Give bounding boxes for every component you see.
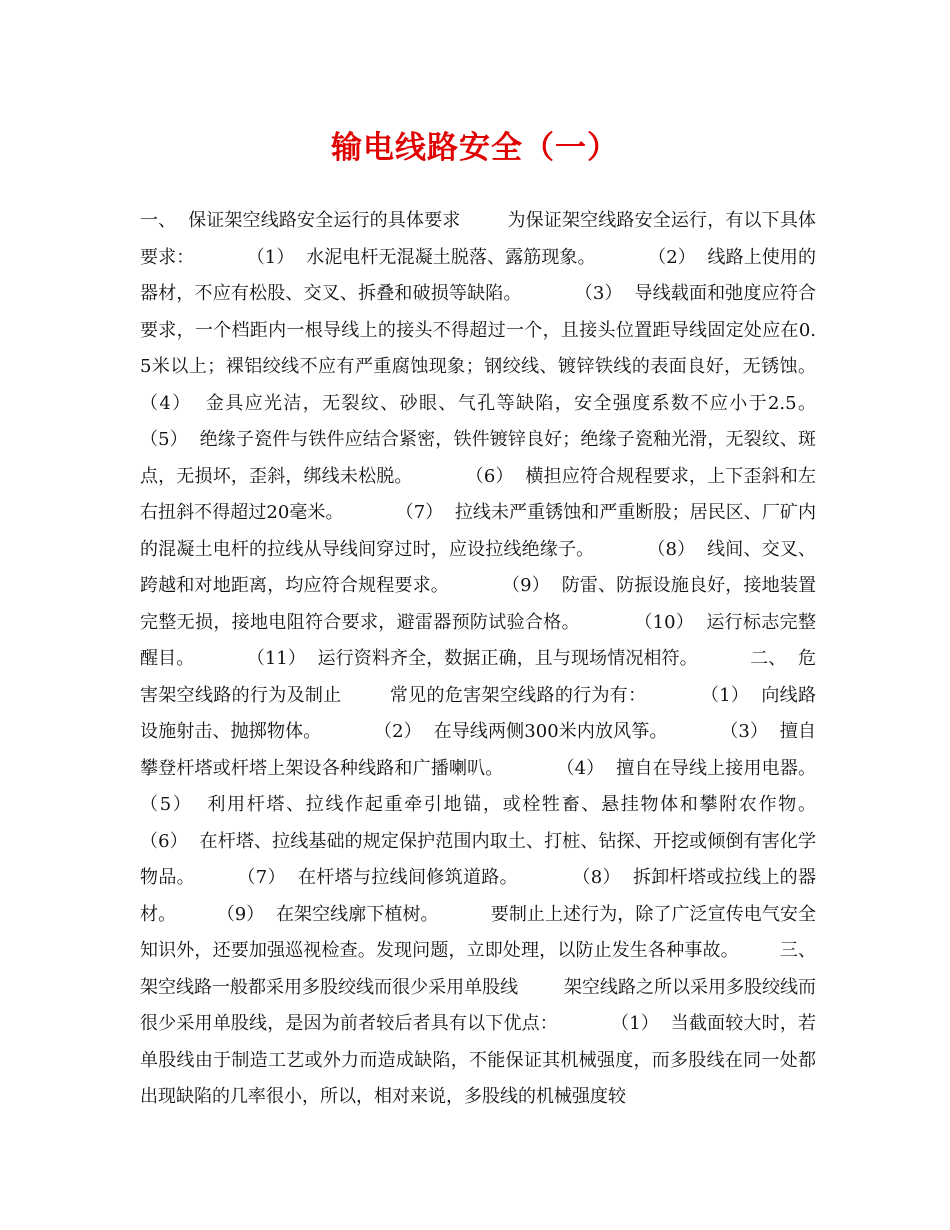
document-title: 输电线路安全（一） <box>331 130 619 166</box>
document-body: 一、 保证架空线路安全运行的具体要求 为保证架空线路安全运行，有以下具体要求： （1） 水泥电杆无混凝土脱落、露筋现象。 （2） 线路上使用的器材，不应有松股、交叉、拆叠和破损等缺陷。 （3） 导线载面和弛度应符合要求，一个档距内一根导线上的接头不得超过一个，且接头位置距导线固定处应在0.5米以上；裸铝绞线不应有严重腐蚀现象；钢绞线、镀锌铁线的表面良好，无锈蚀。 （4） 金具应光洁，无裂纹、砂眼、气孔等缺陷，安全强度系数不应小于2.5。 （5） 绝缘子瓷件与铁件应结合紧密，铁件镀锌良好；绝缘子瓷釉光滑，无裂纹、斑点，无损坏，歪斜，绑线未松脱。 （6） 横担应符合规程要求，上下歪斜和左右扭斜不得超过20毫米。 （7） 拉线未严重锈蚀和严重断股；居民区、厂矿内的混凝土电杆的拉线从导线间穿过时，应设拉线绝缘子。 （8） 线间、交叉、跨越和对地距离，均应符合规程要求。 （9） 防雷、防振设施良好，接地装置完整无损，接地电阻符合要求，避雷器预防试验合格。 （10） 运行标志完整醒目。 （11） 运行资料齐全，数据正确，且与现场情况相符。 二、 危害架空线路的行为及制止 常见的危害架空线路的行为有： （1） 向线路设施射击、抛掷物体。 （2） 在导线两侧300米内放风筝。 （3） 擅自攀登杆塔或杆塔上架设各种线路和广播喇叭。 （4） 擅自在导线上接用电器。 （5） 利用杆塔、拉线作起重牵引地锚，或栓牲畜、悬挂物体和攀附农作物。 （6） 在杆塔、拉线基础的规定保护范围内取土、打桩、钻探、开挖或倾倒有害化学物品。 （7） 在杆塔与拉线间修筑道路。 （8） 拆卸杆塔或拉线上的器材。 （9） 在架空线廓下植树。 要制止上述行为，除了广泛宣传电气安全知识外，还要加强巡视检查。发现问题，立即处理，以防止发生各种事故。 三、 架空线路一般都采用多股绞线而很少采用单股线 架空线路之所以采用多股绞线而很少采用单股线，是因为前者较后者具有以下优点： （1） 当截面较大时，若单股线由于制造工艺或外力而造成缺陷，不能保证其机械强度，而多股线在同一处都出现缺陷的几率很小，所以，相对来说，多股线的机械强度较 <box>140 210 857 1107</box>
